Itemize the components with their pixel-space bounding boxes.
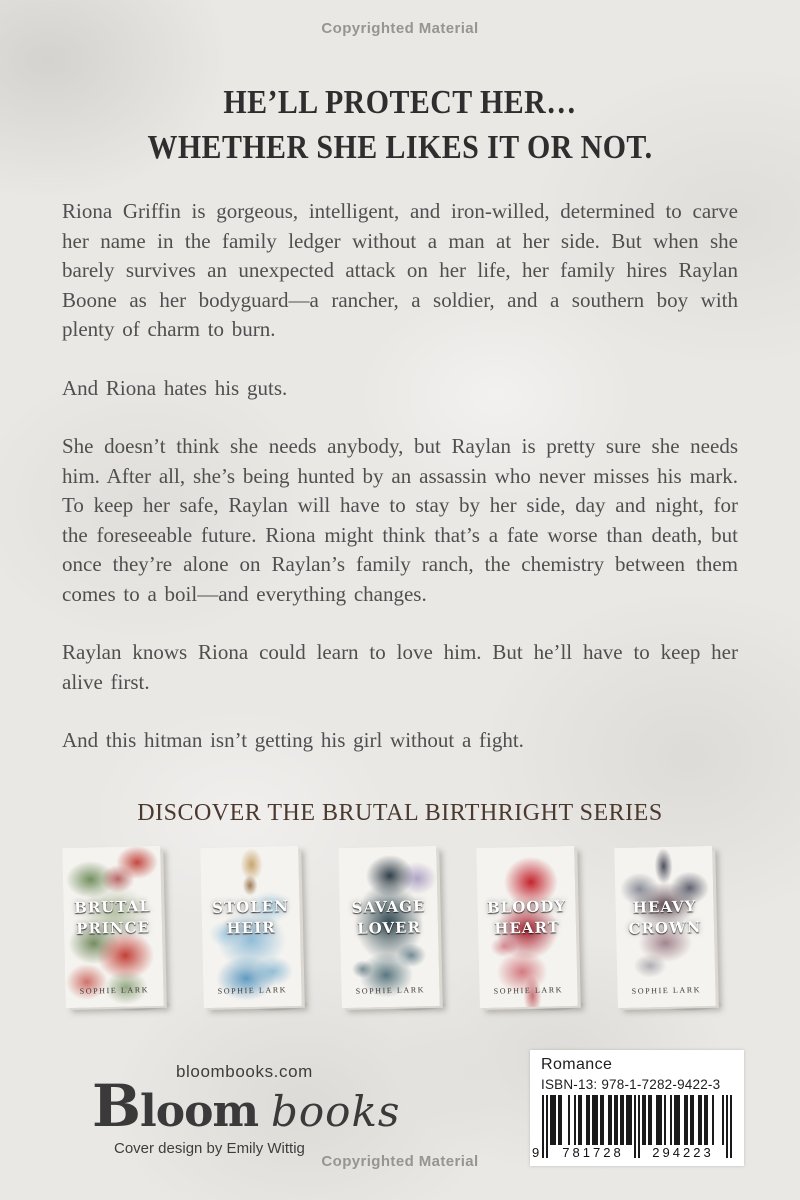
book-cover-savage-lover: [338, 846, 440, 1008]
synopsis-paragraph-3: She doesn’t think she needs anybody, but Raylan is pretty sure she needs him. After all, she’s being hunted by an assassin who never misses his mark. To keep her safe, Raylan will have to stay by her side, day and night, for the foreseeable future. Riona might think that’s a fate worse than death, but once they’re alone on Raylan’s family ranch, the chemistry between them comes to a boil—and everything changes.: [62, 434, 738, 606]
synopsis-paragraph-5: And this hitman isn’t getting his girl without a fight.: [62, 728, 524, 752]
series-books-row: [64, 847, 714, 1017]
book-author: SOPHIE LARK: [355, 985, 426, 996]
synopsis: [62, 197, 738, 785]
synopsis-paragraph-4: Raylan knows Riona could learn to love him. But he’ll have to keep her alive first.: [62, 640, 738, 694]
book-title: STOLEN HEIR: [211, 897, 290, 938]
book-cover-art-crown: [614, 846, 716, 1008]
synopsis-paragraph-2: And Riona hates his guts.: [62, 375, 288, 400]
tagline-line-1: HE’LL PROTECT HER…: [223, 84, 577, 121]
book-title: BLOODY HEART: [486, 897, 567, 938]
book-cover-art-hooded-figure: [338, 846, 440, 1008]
book-title: HEAVY CROWN: [628, 897, 702, 938]
publisher-block: [92, 1062, 401, 1157]
barcode-panel: [530, 1050, 744, 1166]
tagline-headline: [48, 80, 752, 170]
book-author: SOPHIE LARK: [493, 985, 564, 996]
book-author: SOPHIE LARK: [631, 985, 702, 996]
book-cover-bloody-heart: [476, 846, 578, 1008]
synopsis-paragraph-1: Riona Griffin is gorgeous, intelligent, and iron-willed, determined to carve her name in the family ledger without a man at her side. But when she barely survives an unexpected attack on her life, her family hires Raylan Boone as her bodyguard—a rancher, a soldier, and a southern boy with plenty of charm to burn.: [62, 199, 738, 341]
book-cover-art-anatomical-heart: [476, 846, 578, 1008]
book-title: SAVAGE LOVER: [351, 897, 426, 938]
barcode-digits-left: 781728: [562, 1145, 624, 1160]
book-title: BRUTAL PRINCE: [73, 897, 152, 938]
barcode-digit-prefix: 9: [532, 1145, 540, 1160]
book-cover-art-strawberries: [62, 846, 164, 1008]
copyright-watermark-top: Copyrighted Material: [321, 20, 479, 37]
bloom-books-logo: [92, 1072, 401, 1140]
cover-design-credit: Cover design by Emily Wittig: [114, 1140, 305, 1157]
book-cover-stolen-heir: [200, 846, 302, 1008]
tagline-line-2: WHETHER SHE LIKES IT OR NOT.: [147, 129, 653, 166]
ean13-barcode: [532, 1095, 732, 1160]
isbn-label: ISBN-13: 978-1-7282-9422-3: [541, 1077, 721, 1092]
book-author: SOPHIE LARK: [79, 985, 150, 996]
publisher-website: bloombooks.com: [176, 1062, 313, 1081]
genre-label: Romance: [541, 1056, 613, 1073]
copyright-watermark-bottom: Copyrighted Material: [321, 1153, 479, 1170]
series-heading: DISCOVER THE BRUTAL BIRTHRIGHT SERIES: [137, 800, 663, 826]
book-cover-heavy-crown: [614, 846, 716, 1008]
book-author: SOPHIE LARK: [217, 985, 288, 996]
book-cover-art-blue-swan: [200, 846, 302, 1008]
barcode-digits-right: 294223: [652, 1145, 714, 1160]
book-cover-brutal-prince: [62, 846, 164, 1008]
logo-books-wordmark: books: [271, 1087, 401, 1136]
logo-bloom-wordmark: Bloom: [92, 1072, 258, 1140]
